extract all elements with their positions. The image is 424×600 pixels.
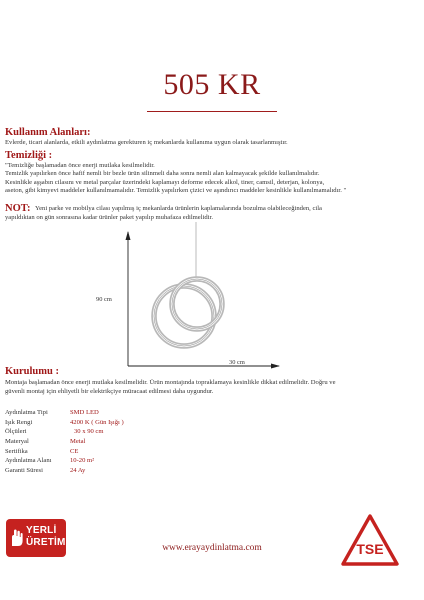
spec-value: 10-20 m² bbox=[70, 457, 95, 465]
tse-logo bbox=[340, 513, 400, 569]
spec-row bbox=[5, 408, 124, 418]
spec-value: 4200 K ( Gün Işığı ) bbox=[70, 418, 124, 426]
product-dimension-drawing bbox=[0, 222, 424, 372]
note-line-2: yapıldıktan on gün sonrasına kadar ürünler paket yapılıp muhafaza edilmelidir. bbox=[5, 214, 214, 221]
website-url: www.erayaydinlatma.com bbox=[162, 543, 262, 553]
width-arrow-right bbox=[271, 364, 280, 369]
cleaning-text bbox=[5, 162, 423, 195]
spec-table bbox=[5, 408, 124, 476]
spec-row bbox=[5, 437, 124, 447]
spec-value: 24 Ay bbox=[70, 467, 86, 475]
spec-row bbox=[5, 418, 124, 428]
spec-row bbox=[5, 427, 124, 437]
spec-value: 30 x 90 cm bbox=[74, 428, 104, 436]
usage-heading: Kullanım Alanları: bbox=[5, 127, 91, 138]
width-dimension-label: 30 cm bbox=[229, 359, 245, 366]
note-line-1: Yeni parke ve mobilya cilası yapılmış iç mekanlarda ürünlerin kaplamalarında bozulma olabileceğinden, cila bbox=[35, 205, 322, 212]
spec-row bbox=[5, 447, 124, 457]
yerli-text: YERLİ bbox=[26, 525, 57, 536]
cleaning-line: Kesinlikle aşşabın cilasını ve metal parçalar üzerindeki kaplamayı deforme edecek alkol, tiner, camsil, deterjan, kolonya, bbox=[5, 178, 325, 186]
spec-value: SMD LED bbox=[70, 409, 99, 416]
cleaning-line: aseton, gibi kimyevi maddeler kullanılmamalıdır. Temizlik yapılırken çizici ve aşındırıcı maddeler kesinlikle kullanılmamalıdır. " bbox=[5, 186, 347, 194]
installation-heading: Kurulumu : bbox=[5, 366, 59, 377]
spec-row bbox=[5, 456, 124, 466]
cleaning-line: Temizlik yapılırken önce hafif nemli bir bezle ürün silinmeli daha sonra nemli alan kalmayacak şekilde kullanılmalıdır. bbox=[5, 170, 320, 178]
spec-row bbox=[5, 466, 124, 476]
spec-label: Ölçüleri bbox=[5, 428, 27, 436]
spec-label: Aydınlatma Tipi bbox=[5, 409, 48, 416]
cleaning-line: "Temizliğe başlamadan önce enerji mutlaka kesilmelidir. bbox=[5, 162, 155, 169]
title-underline bbox=[147, 111, 277, 112]
lamp-rings bbox=[154, 279, 222, 346]
spec-label: Garanti Süresi bbox=[5, 467, 43, 475]
note-heading: NOT: bbox=[5, 203, 31, 214]
cleaning-heading: Temizliği : bbox=[5, 150, 53, 161]
usage-text: Evlerde, ticari alanlarda, etkili aydınlatma gerekturen iç mekanlarda kullanıma uygun olarak tasarlanmıştır. bbox=[5, 139, 288, 146]
height-arrow-top bbox=[126, 231, 131, 240]
installation-line-1: Montaja başlamadan önce enerji mutlaka kesilmelidir. Ürün montajında topraklamaya kesinlikle dikkat edilmelidir. Doğru ve bbox=[5, 379, 336, 386]
spec-label: Aydınlatma Alanı bbox=[5, 457, 52, 465]
uretim-text: ÜRETİM bbox=[26, 537, 66, 548]
height-dimension-label: 90 cm bbox=[96, 296, 112, 303]
spec-label: Işık Rengi bbox=[5, 418, 33, 426]
product-model-title: 505 KR bbox=[163, 68, 261, 101]
spec-value: CE bbox=[70, 447, 79, 455]
spec-label: Materyal bbox=[5, 438, 29, 446]
tse-text: TSE bbox=[356, 541, 384, 557]
spec-label: Sertifika bbox=[5, 447, 28, 455]
spec-value: Metal bbox=[70, 438, 86, 446]
installation-line-2: güvenli montaj için ehliyetli bir elektrikçiye müracaat edilmesi daha uygundur. bbox=[5, 388, 214, 395]
